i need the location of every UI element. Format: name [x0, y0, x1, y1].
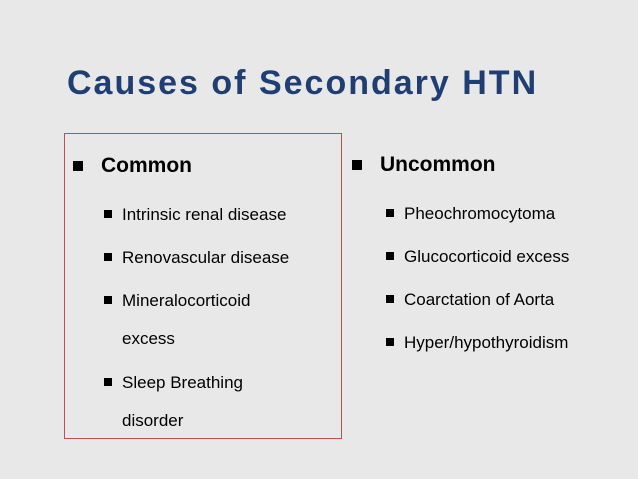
list-item	[104, 364, 284, 440]
list-item-text: Hyper/hypothyroidism	[404, 333, 569, 352]
square-bullet-icon	[104, 296, 112, 304]
square-bullet-icon	[386, 295, 394, 303]
square-bullet-icon	[386, 252, 394, 260]
common-box	[64, 133, 342, 439]
list-item	[386, 195, 636, 233]
list-item	[386, 324, 636, 362]
list-item	[104, 196, 339, 234]
square-bullet-icon	[104, 210, 112, 218]
square-bullet-icon	[104, 253, 112, 261]
square-bullet-icon	[352, 160, 362, 170]
square-bullet-icon	[386, 338, 394, 346]
square-bullet-icon	[73, 161, 83, 171]
square-bullet-icon	[386, 209, 394, 217]
list-item-text: Sleep Breathing disorder	[122, 373, 243, 430]
uncommon-heading	[352, 153, 496, 177]
list-item-text: Renovascular disease	[122, 248, 290, 267]
list-item	[386, 281, 636, 319]
list-item-text: Mineralocorticoid excess	[122, 291, 251, 348]
square-bullet-icon	[104, 378, 112, 386]
common-heading	[73, 154, 192, 178]
list-item	[386, 238, 636, 276]
list-item	[104, 282, 284, 358]
common-heading-label: Common	[101, 154, 192, 177]
slide-title: Causes of Secondary HTN	[67, 64, 539, 102]
list-item-text: Glucocorticoid excess	[404, 247, 570, 266]
list-item-text: Intrinsic renal disease	[122, 205, 287, 224]
uncommon-heading-label: Uncommon	[380, 153, 496, 176]
list-item-text: Coarctation of Aorta	[404, 290, 555, 309]
list-item-text: Pheochromocytoma	[404, 204, 556, 223]
list-item	[104, 239, 339, 277]
